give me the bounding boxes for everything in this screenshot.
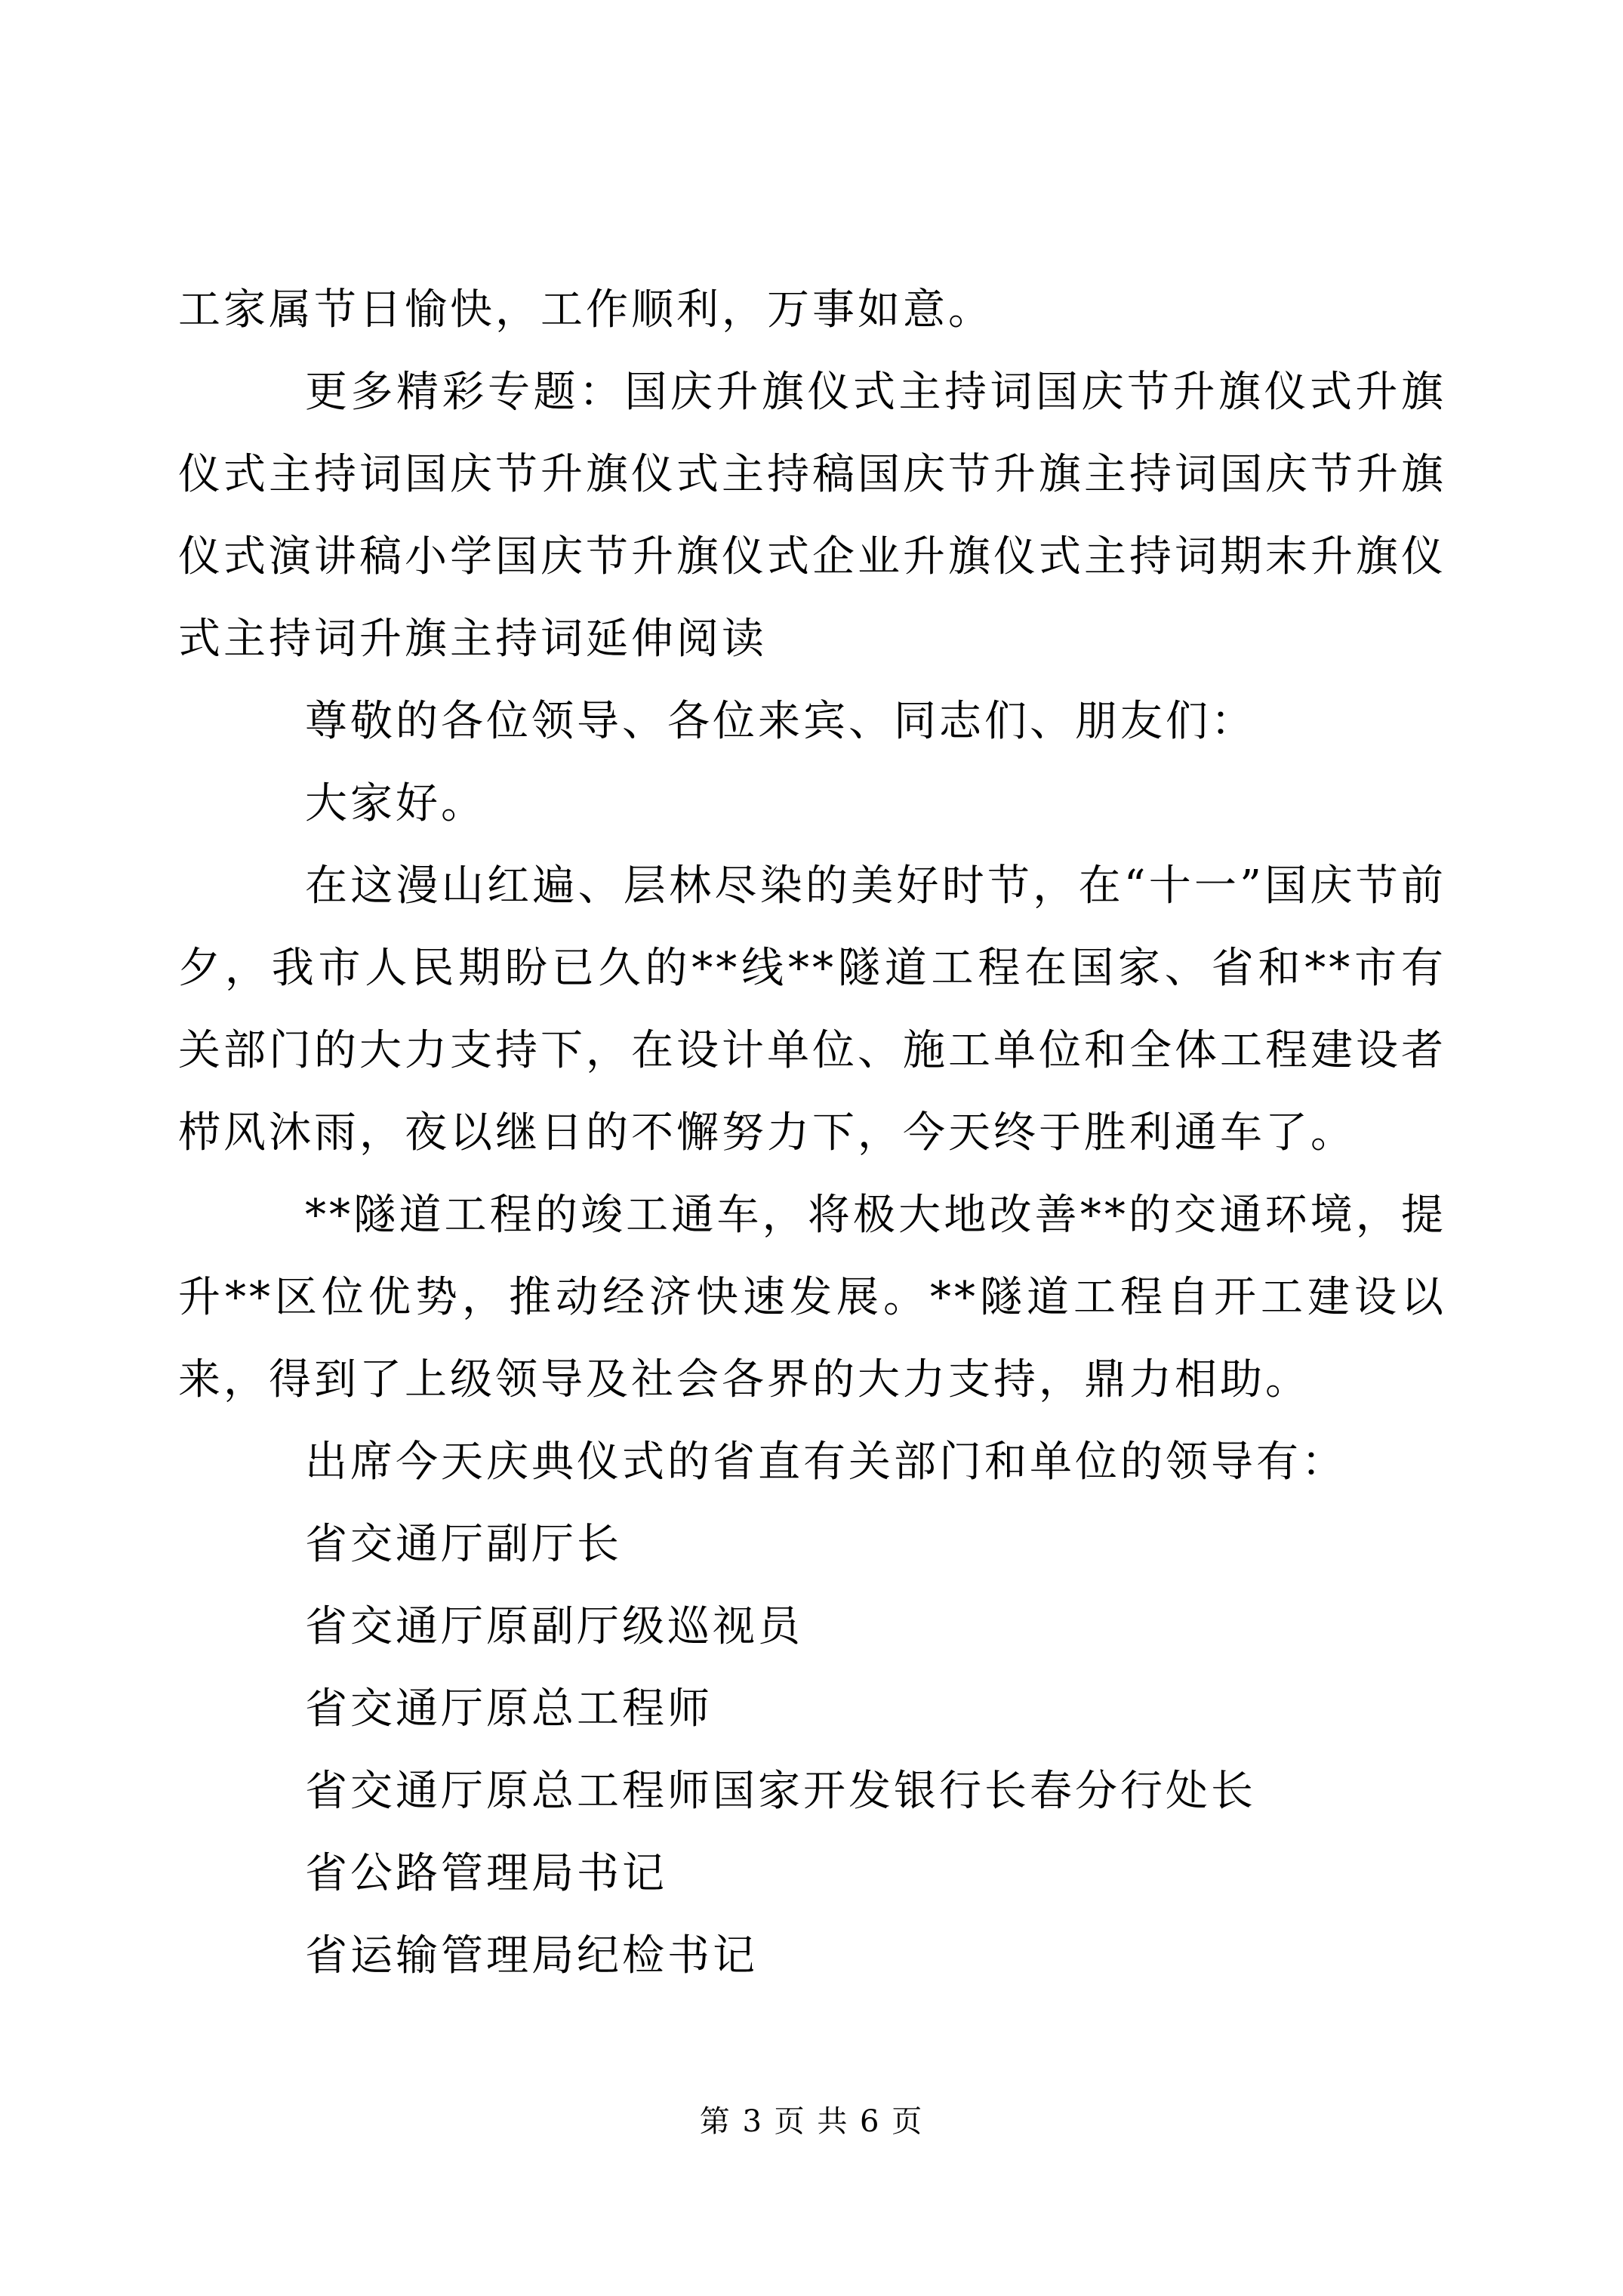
paragraph-3: 尊敬的各位领导、各位来宾、同志们、朋友们： (305, 697, 1256, 746)
page-footer (0, 2100, 1623, 2143)
paragraph-1: 工家属节日愉快，工作顺利，万事如意。 (178, 285, 993, 334)
document-body (178, 269, 1446, 1997)
paragraph-2: 更多精彩专题：国庆升旗仪式主持词国庆节升旗仪式升旗仪式主持词国庆节升旗仪式主持稿国庆节升旗主持词国庆节升旗仪式演讲稿小学国庆节升旗仪式企业升旗仪式主持词期末升旗仪式主持词升旗主持词延伸阅读 (178, 368, 1446, 664)
paragraph-4: 大家好。 (305, 779, 486, 828)
paragraph-8: 省交通厅副厅长 (305, 1520, 622, 1569)
paragraph-7: 出席今天庆典仪式的省直有关部门和单位的领导有： (305, 1438, 1347, 1487)
paragraph-9: 省交通厅原副厅级巡视员 (305, 1602, 803, 1651)
paragraph-13: 省运输管理局纪检书记 (305, 1931, 758, 1980)
paragraph-11: 省交通厅原总工程师国家开发银行长春分行处长 (305, 1767, 1256, 1816)
paragraph-12: 省公路管理局书记 (305, 1849, 667, 1898)
paragraph-10: 省交通厅原总工程师 (305, 1684, 713, 1734)
page-number-label: 第 3 页 共 6 页 (699, 2104, 924, 2139)
paragraph-6: **隧道工程的竣工通车，将极大地改善**的交通环境，提升**区位优势，推动经济快速发展。**隧道工程自开工建设以来，得到了上级领导及社会各界的大力支持，鼎力相助。 (178, 1191, 1446, 1404)
paragraph-5: 在这漫山红遍、层林尽染的美好时节，在“十一”国庆节前夕，我市人民期盼已久的**线**隧道工程在国家、省和**市有关部门的大力支持下，在设计单位、施工单位和全体工程建设者栉风沐雨，夜以继日的不懈努力下，今天终于胜利通车了。 (178, 861, 1446, 1157)
